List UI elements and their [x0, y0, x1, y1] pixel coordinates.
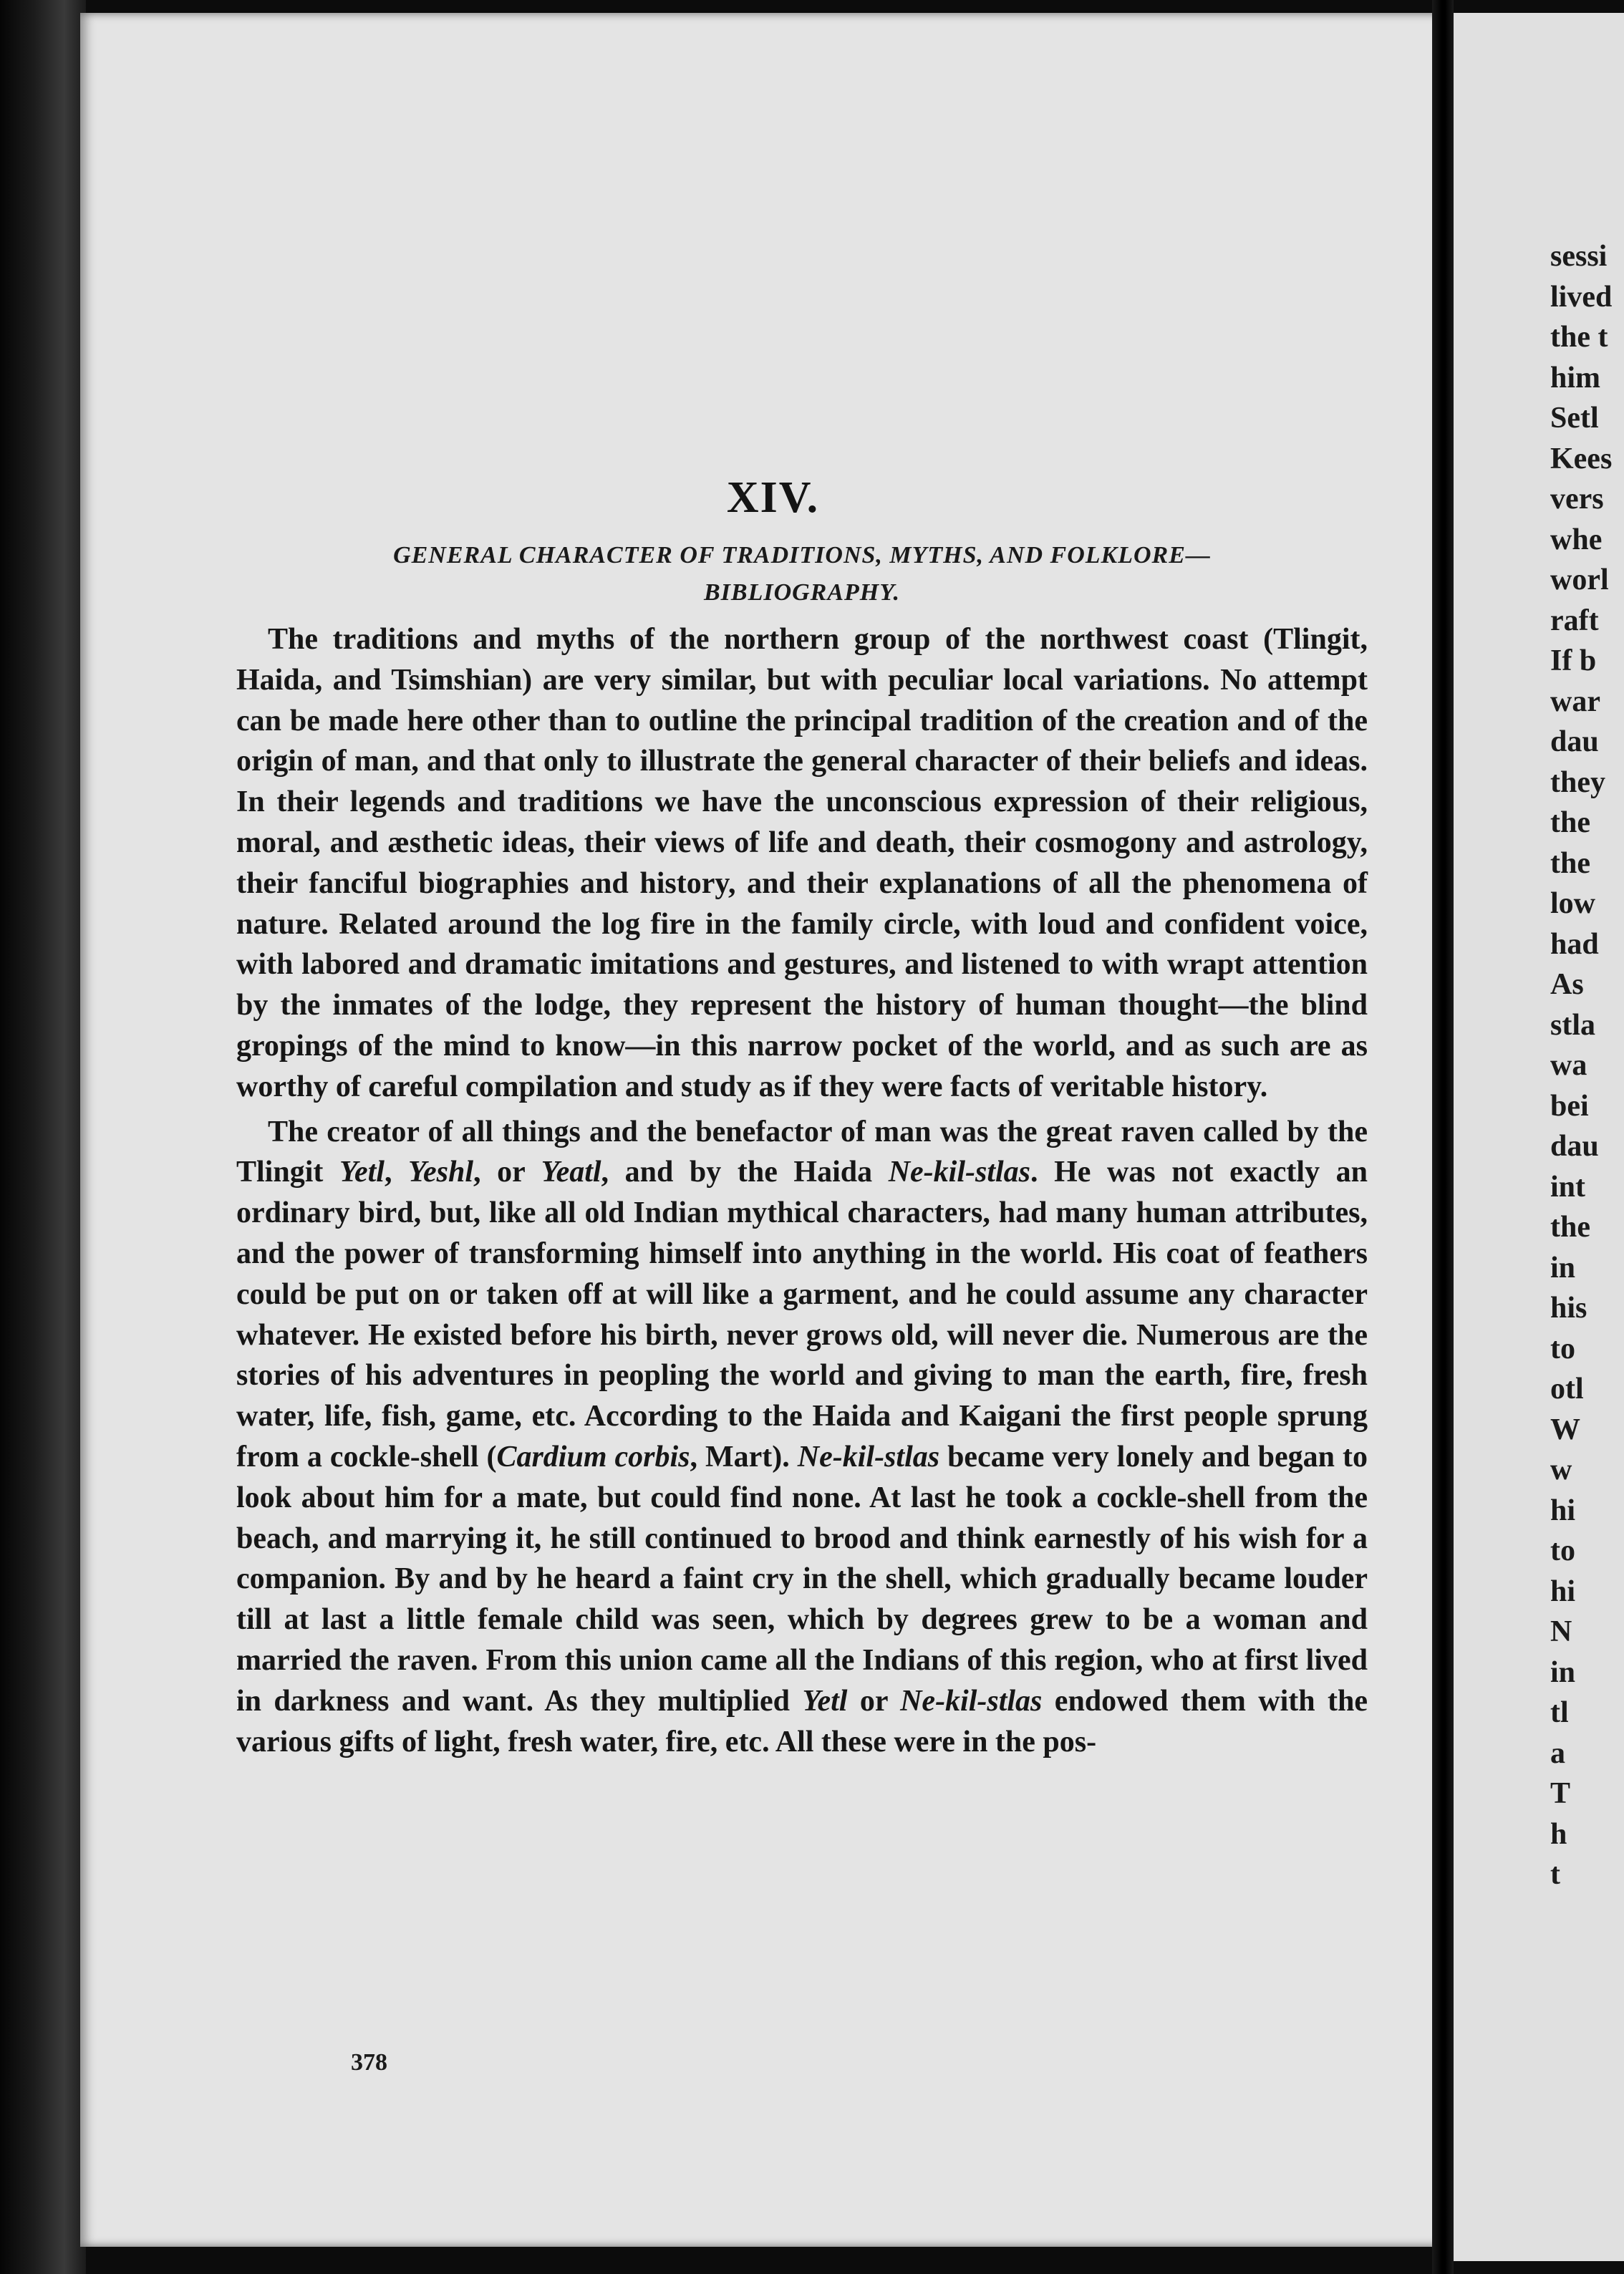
facing-page-fragment: whe — [1550, 523, 1603, 556]
page-number: 378 — [351, 2049, 387, 2076]
facing-page-fragment: W — [1550, 1413, 1580, 1446]
facing-page-fragment: the — [1550, 1211, 1590, 1244]
facing-page-fragment: stla — [1550, 1008, 1595, 1042]
chapter-heading — [236, 537, 1368, 611]
facing-page-fragment: N — [1550, 1615, 1572, 1648]
facing-page-fragment: sessi — [1550, 240, 1608, 273]
chapter-number: XIV. — [726, 473, 820, 522]
facing-page-fragment: raft — [1550, 604, 1599, 637]
facing-page-fragment: the — [1550, 806, 1590, 839]
facing-page-fragment: his — [1550, 1292, 1587, 1325]
body-text — [236, 619, 1368, 1766]
facing-page-fragment: in — [1550, 1655, 1576, 1689]
facing-page-fragment: a — [1550, 1736, 1565, 1770]
facing-page-fragment: int — [1550, 1170, 1586, 1204]
facing-page-fragment: w — [1550, 1453, 1572, 1486]
facing-page-fragment: As — [1550, 968, 1584, 1001]
facing-page-text — [1550, 236, 1624, 1895]
facing-page-fragment: Setl — [1550, 402, 1599, 435]
facing-page-fragment: in — [1550, 1251, 1576, 1284]
paragraph-1: The traditions and myths of the northern group of the northwest coast (Tlingit, Haida, and Tsimshian) are very similar, but with peculiar local variations. No attempt can be made here other than to outline the principal tradition of the creation and of the origin of man, and that only to illustrate the general character of their beliefs and ideas. In their legends and traditions we have the unconscious expression of their religious, moral, and æsthetic ideas, their views of life and death, their cosmogony and astrology, their fanciful biographies and history, and their explanations of all the phenomena of nature. Related around the log fire in the family circle, with loud and confident voice, with labored and dramatic imitations and gestures, and listened to with wrapt attention by the inmates of the lodge, they represent the history of human thought—the blind gropings of the mind to know—in this narrow pocket of the world, and as such are as worthy of careful compilation and study as if they were facts of veritable history. — [236, 623, 1368, 1103]
facing-page-fragment: tl — [1550, 1696, 1569, 1729]
page-gutter — [1432, 0, 1454, 2274]
facing-page — [1454, 13, 1624, 2261]
facing-page-fragment: the — [1550, 846, 1590, 880]
book-spine-shadow — [0, 0, 86, 2274]
facing-page-fragment: h — [1550, 1817, 1567, 1851]
facing-page-fragment: vers — [1550, 483, 1604, 516]
facing-page-fragment: dau — [1550, 1130, 1599, 1163]
facing-page-fragment: they — [1550, 765, 1605, 799]
facing-page-fragment: If b — [1550, 644, 1597, 677]
facing-page-fragment: war — [1550, 684, 1600, 718]
facing-page-fragment: had — [1550, 927, 1599, 961]
chapter-heading-line2: BIBLIOGRAPHY. — [703, 579, 900, 606]
facing-page-fragment: low — [1550, 887, 1595, 920]
facing-page-fragment: t — [1550, 1858, 1560, 1891]
facing-page-fragment: him — [1550, 361, 1601, 395]
facing-page-fragment: worl — [1550, 563, 1609, 596]
facing-page-fragment: Kees — [1550, 442, 1613, 475]
facing-page-fragment: otl — [1550, 1373, 1584, 1405]
chapter-heading-line1: GENERAL CHARACTER OF TRADITIONS, MYTHS, AND FOLKLORE— — [393, 542, 1211, 568]
facing-page-fragment: dau — [1550, 725, 1599, 758]
facing-page-fragment: hi — [1550, 1494, 1576, 1527]
facing-page-fragment: bei — [1550, 1089, 1589, 1123]
facing-page-fragment: to — [1550, 1534, 1575, 1567]
facing-page-fragment: to — [1550, 1332, 1575, 1365]
facing-page-fragment: hi — [1550, 1574, 1576, 1608]
facing-page-fragment: the t — [1550, 321, 1608, 354]
facing-page-fragment: lived — [1550, 280, 1613, 314]
facing-page-fragment: T — [1550, 1777, 1571, 1810]
paragraph-2: The creator of all things and the benefactor of man was the great raven called by the Tlingit Yetl, Yeshl, or Yeatl, and by the Haida Ne-kil-stlas. He was not exactly an ordinary bird, but, like all old Indian mythical characters, had many human attributes, and the power of transforming himself into anything in the world. His coat of feathers could be put on or taken off at will like a garment, and he could assume any character whatever. He existed before his birth, never grows old, will never die. Numerous are the stories of his adventures in peopling the world and giving to man the earth, fire, fresh water, life, fish, game, etc. According to the Haida and Kaigani the first people sprung from a cockle-shell (Cardium corbis, Mart). Ne-kil-stlas became very lonely and began to look about him for a mate, but could find none. At last he took a cockle-shell from the beach, and marrying it, he still continued to brood and think earnestly of his wish for a companion. By and by he heard a faint cry in the shell, which gradually became louder till at last a little female child was seen, which by degrees grew to be a woman and married the raven. From this union came all the Indians of this region, who at first lived in darkness and want. As they multiplied Yetl or Ne-kil-stlas endowed them with the various gifts of light, fresh water, fire, etc. All these were in the pos- — [236, 1115, 1368, 1758]
facing-page-fragment: wa — [1550, 1049, 1587, 1082]
